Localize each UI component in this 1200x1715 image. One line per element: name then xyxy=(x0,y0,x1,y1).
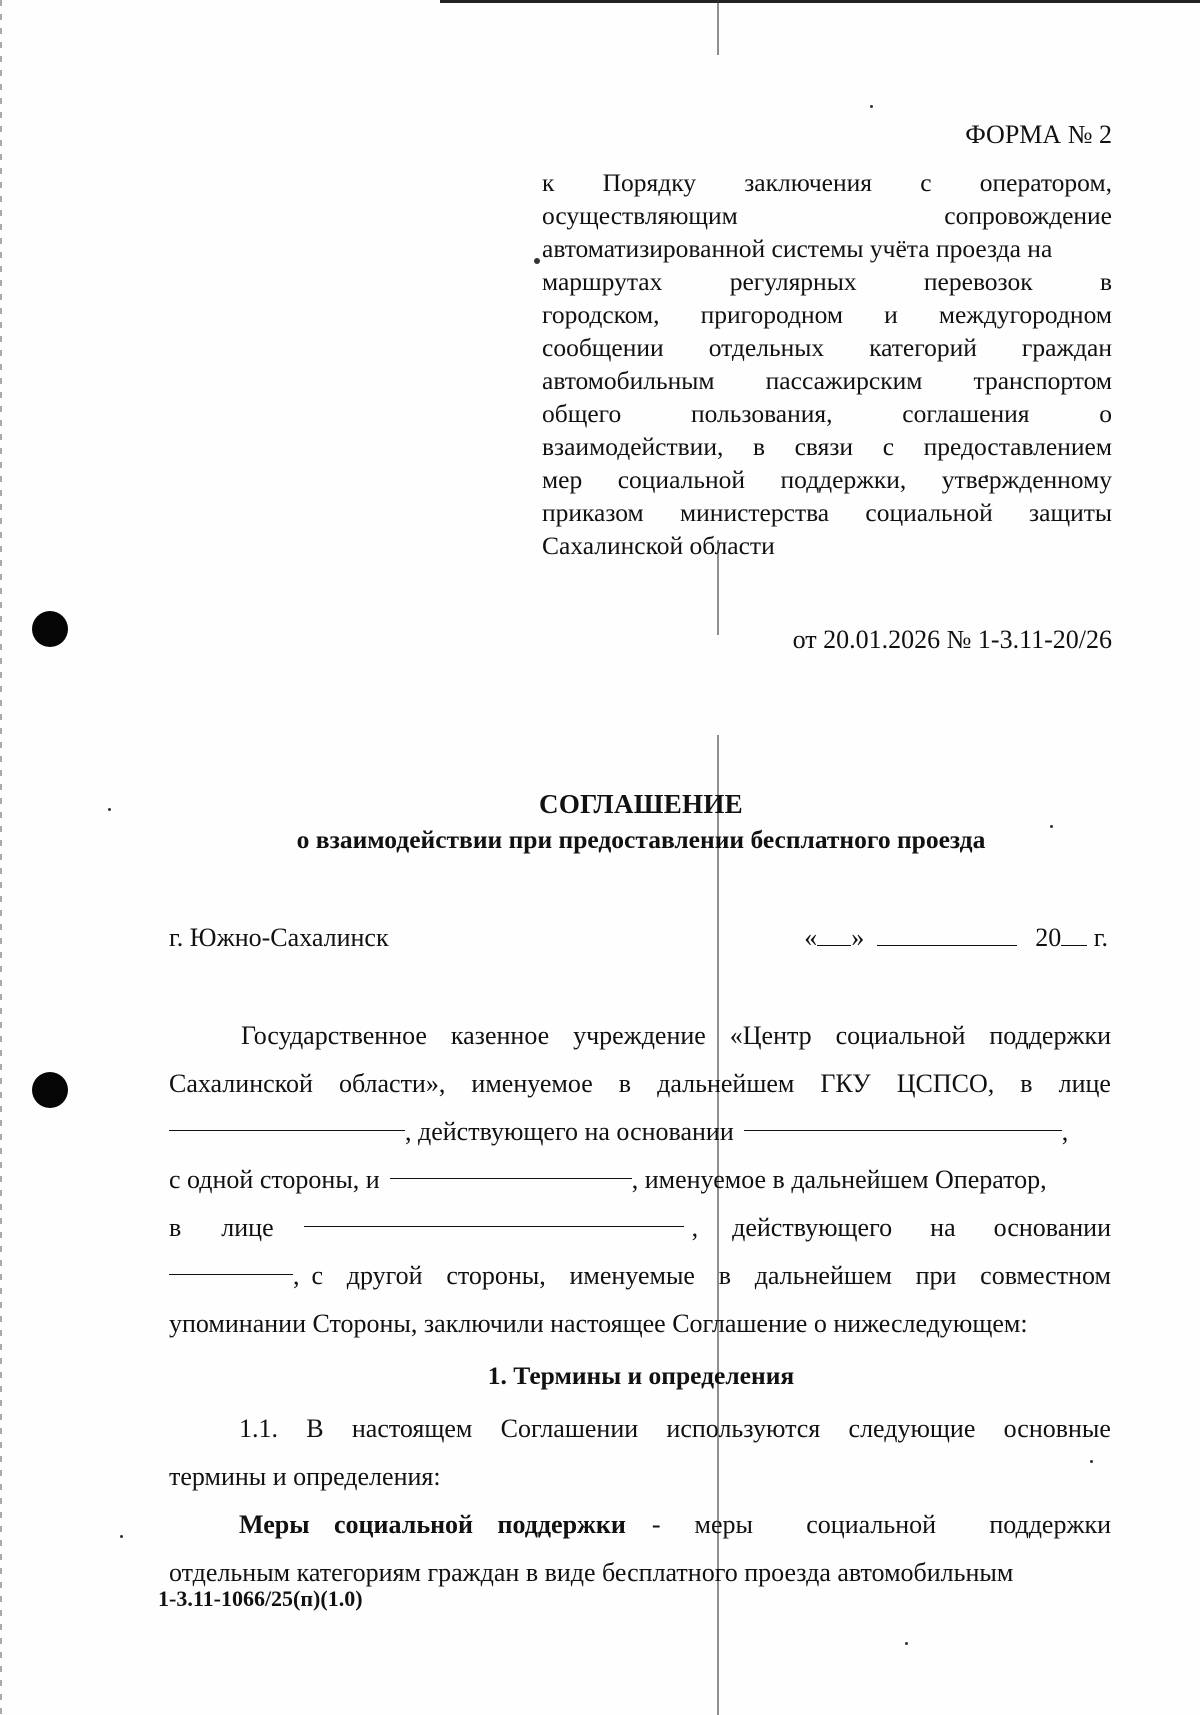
preamble-line xyxy=(542,331,1112,364)
intro-word: ЦСПСО, xyxy=(896,1069,995,1098)
scan-speck xyxy=(534,258,540,264)
intro-word: казенное xyxy=(450,1021,550,1050)
preamble-word: междугородном xyxy=(938,300,1112,329)
section-word: используются xyxy=(666,1414,821,1443)
intro-line-4 xyxy=(169,1156,1111,1204)
term-name: Меры социальной поддержки xyxy=(239,1510,626,1539)
signatory-name-blank xyxy=(169,1108,405,1131)
scan-edge-line xyxy=(440,0,1200,3)
preamble-word: приказом xyxy=(542,498,644,527)
fold-line xyxy=(717,0,719,55)
preamble-word: Сахалинской области xyxy=(542,531,775,560)
scan-speck xyxy=(905,1642,908,1645)
preamble-line xyxy=(542,397,1112,430)
preamble-line xyxy=(542,364,1112,397)
intro-text: , xyxy=(293,1261,300,1290)
intro-word: ГКУ xyxy=(820,1069,871,1098)
preamble-line xyxy=(542,199,1112,232)
intro-text: , именуемое в дальнейшем Оператор, xyxy=(631,1165,1047,1194)
intro-text: упоминании Стороны, заключили настоящее Соглашение о нижеследующем: xyxy=(169,1309,1028,1338)
preamble-word: соглашения xyxy=(902,399,1030,428)
year-prefix: 20 xyxy=(1035,923,1062,952)
section-text: отдельным категориям граждан в виде бесплатного проезда автомобильным xyxy=(169,1558,1014,1587)
intro-word: поддержки xyxy=(989,1021,1111,1050)
intro-text: с одной стороны, и xyxy=(169,1165,380,1194)
intro-word: именуемые xyxy=(569,1261,695,1290)
preamble-word: транспортом xyxy=(973,366,1112,395)
intro-word: учреждение xyxy=(573,1021,706,1050)
year-suffix: г. xyxy=(1087,923,1108,952)
intro-line-2 xyxy=(169,1060,1111,1108)
preamble-line xyxy=(542,430,1112,463)
intro-word: дальнейшем xyxy=(657,1069,795,1098)
preamble-word: сопровождение xyxy=(944,201,1112,230)
preamble-word: предоставлением xyxy=(923,432,1112,461)
intro-line-3 xyxy=(169,1108,1111,1156)
date-quote-open: « xyxy=(804,923,818,952)
scan-speck xyxy=(120,1535,123,1538)
intro-word: социальной xyxy=(835,1021,966,1050)
section-word: поддержки xyxy=(989,1510,1111,1539)
document-subtitle: о взаимодействии при предоставлении бесплатного проезда xyxy=(296,825,986,854)
preamble-word: и xyxy=(884,300,898,329)
section1-paragraph xyxy=(169,1405,1111,1597)
scan-left-edge xyxy=(0,0,2,1714)
section-word: Соглашении xyxy=(500,1414,639,1443)
preamble-word: заключения xyxy=(744,168,872,197)
section-word: основные xyxy=(1003,1414,1111,1443)
intro-line-5-tail xyxy=(732,1204,1111,1252)
preamble-word: оператором, xyxy=(979,168,1112,197)
intro-word: «Центр xyxy=(729,1021,812,1050)
section-word: следующие xyxy=(848,1414,976,1443)
intro-word: Сахалинской xyxy=(169,1069,313,1098)
preamble-line xyxy=(542,166,1112,199)
preamble-word: в xyxy=(752,432,765,461)
clause-number: 1.1. xyxy=(239,1414,278,1443)
preamble-word: сообщении xyxy=(542,333,664,362)
intro-line-6-tail xyxy=(312,1252,1112,1300)
section-text: термины и определения: xyxy=(169,1462,441,1491)
intro-word: лице xyxy=(1058,1069,1111,1098)
intro-text: , действующего на основании xyxy=(405,1117,734,1146)
preamble-word: в xyxy=(1099,267,1112,296)
preamble-word: пригородном xyxy=(700,300,843,329)
preamble-word: взаимодействии, xyxy=(542,432,724,461)
preamble-word: автоматизированной системы учёта проезда на xyxy=(542,234,1053,263)
intro-line-5 xyxy=(169,1204,1111,1252)
preamble-word: связи xyxy=(794,432,854,461)
scan-speck xyxy=(870,105,873,108)
operator-signatory-blank xyxy=(304,1204,684,1227)
intro-word: с xyxy=(311,1261,324,1290)
preamble-line xyxy=(542,298,1112,331)
intro-word: другой xyxy=(346,1261,423,1290)
date-blank xyxy=(804,921,1108,954)
preamble-word: пользования, xyxy=(691,399,833,428)
section-word: социальной xyxy=(806,1510,937,1539)
intro-word: в xyxy=(618,1069,632,1098)
section-title: 1. Термины и определения xyxy=(487,1361,795,1390)
date-quote-close: » xyxy=(851,923,865,952)
preamble-word: регулярных xyxy=(729,267,857,296)
punch-hole xyxy=(32,611,68,647)
preamble-word: маршрутах xyxy=(542,267,663,296)
document-title: СОГЛАШЕНИЕ xyxy=(539,789,743,819)
preamble-word: отдельных xyxy=(708,333,825,362)
preamble-word: с xyxy=(882,432,895,461)
preamble-word: категорий xyxy=(869,333,977,362)
preamble-word: поддержки, xyxy=(780,465,907,494)
intro-text: , xyxy=(691,1213,699,1242)
operator-name-blank xyxy=(390,1156,632,1179)
term-dash: - xyxy=(651,1510,661,1539)
section-word: настоящем xyxy=(351,1414,473,1443)
preamble-word: социальной xyxy=(617,465,746,494)
preamble-word: осуществляющим xyxy=(542,201,738,230)
section-word: В xyxy=(306,1414,324,1443)
preamble-word: перевозок xyxy=(923,267,1033,296)
intro-line-1 xyxy=(169,1012,1111,1060)
intro-word: именуемое xyxy=(471,1069,593,1098)
month-blank xyxy=(877,923,1017,946)
intro-word: на xyxy=(930,1213,956,1242)
preamble-word: общего xyxy=(542,399,622,428)
intro-word: стороны, xyxy=(446,1261,546,1290)
punch-hole xyxy=(32,1072,68,1108)
intro-text: лице xyxy=(221,1213,274,1242)
section-word: меры xyxy=(694,1510,754,1539)
preamble-word: утвержденному xyxy=(941,465,1112,494)
preamble-word: автомобильным xyxy=(542,366,715,395)
preamble-word: граждан xyxy=(1021,333,1112,362)
preamble-word: защиты xyxy=(1029,498,1112,527)
section1-line-2 xyxy=(169,1453,1111,1501)
intro-word: основании xyxy=(993,1213,1111,1242)
document-code: 1-3.11-1066/25(п)(1.0) xyxy=(158,1586,363,1611)
order-reference: от 20.01.2026 № 1-3.11-20/26 xyxy=(792,625,1112,654)
operator-basis-blank xyxy=(169,1252,293,1275)
day-blank xyxy=(817,923,851,946)
preamble-word: к xyxy=(542,168,555,197)
intro-word: дальнейшем xyxy=(754,1261,892,1290)
basis-blank xyxy=(744,1108,1062,1131)
preamble-word: о xyxy=(1099,399,1112,428)
preamble-word: с xyxy=(920,168,932,197)
preamble xyxy=(542,166,1112,562)
intro-word: Государственное xyxy=(241,1021,427,1050)
intro-word: в xyxy=(1020,1069,1033,1098)
city-label: г. Южно-Сахалинск xyxy=(169,923,389,952)
preamble-word: пассажирским xyxy=(765,366,923,395)
year-blank xyxy=(1061,923,1087,946)
preamble-line xyxy=(542,463,1112,496)
intro-word: области», xyxy=(338,1069,446,1098)
intro-word: в xyxy=(718,1261,731,1290)
preamble-word: мер xyxy=(542,465,583,494)
intro-word: совместном xyxy=(980,1261,1111,1290)
intro-word: при xyxy=(915,1261,957,1290)
preamble-line xyxy=(542,496,1112,529)
term-definition-start xyxy=(695,1501,1111,1549)
preamble-line xyxy=(542,232,1112,265)
section1-line-1 xyxy=(169,1405,1111,1453)
intro-text: , xyxy=(1061,1117,1069,1146)
section1-line-3 xyxy=(169,1501,1111,1549)
preamble-line xyxy=(542,265,1112,298)
preamble-word: социальной xyxy=(865,498,993,527)
preamble-word: Порядку xyxy=(602,168,697,197)
preamble-line xyxy=(542,529,1112,562)
intro-word: действующего xyxy=(732,1213,893,1242)
intro-line-6 xyxy=(169,1252,1111,1300)
intro-paragraph xyxy=(169,1012,1111,1348)
form-label: ФОРМА № 2 xyxy=(965,120,1112,149)
preamble-word: городском, xyxy=(542,300,660,329)
intro-text: в xyxy=(169,1213,182,1242)
intro-line-7 xyxy=(169,1300,1111,1348)
preamble-word: министерства xyxy=(680,498,830,527)
